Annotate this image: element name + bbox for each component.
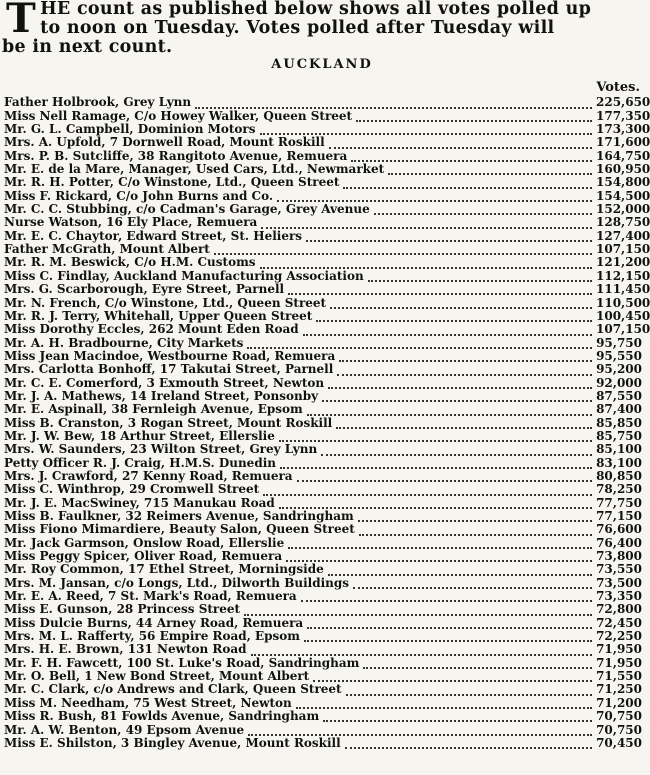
dot-leader — [307, 623, 592, 629]
vote-count: 71,200 — [596, 695, 642, 710]
list-item — [4, 496, 642, 509]
dot-leader — [323, 716, 592, 722]
vote-count: 71,250 — [596, 682, 642, 697]
vote-count: 173,300 — [596, 122, 650, 137]
entrant-name: Miss Fiono Mimardiere, Beauty Salon, Queen Street — [4, 522, 355, 537]
entrant-name: Mrs. P. B. Sutcliffe, 38 Rangitoto Avenue, Remuera — [4, 148, 348, 163]
entrant-name: Miss Jean Macindoe, Westbourne Road, Remuera — [4, 348, 336, 363]
dot-leader — [248, 730, 592, 736]
dot-leader — [363, 663, 592, 669]
list-item — [4, 242, 650, 257]
dot-leader — [195, 103, 592, 109]
dot-leader — [301, 596, 592, 602]
dot-leader — [244, 610, 592, 616]
vote-count: 128,750 — [596, 215, 650, 230]
dot-leader — [260, 263, 592, 269]
vote-count: 77,150 — [596, 509, 642, 523]
entrant-name: Miss B. Cranston, 3 Rogan Street, Mount Roskill — [4, 415, 333, 430]
entrant-name: Mrs. H. E. Brown, 131 Newton Road — [4, 642, 247, 657]
vote-count: 127,400 — [596, 228, 650, 243]
entrant-name: Miss C. Findlay, Auckland Manufacturing Association — [4, 268, 364, 283]
vote-count: 80,850 — [596, 468, 642, 483]
vote-count: 78,250 — [596, 482, 642, 497]
dot-leader — [279, 436, 592, 442]
list-item — [4, 523, 642, 536]
dot-leader — [374, 209, 592, 215]
vote-count: 154,800 — [596, 175, 650, 190]
dot-leader — [343, 183, 592, 189]
list-item — [4, 215, 650, 230]
entrant-name: Mrs. Carlotta Bonhoff, 17 Takutai Street, Parnell — [4, 362, 334, 377]
entrant-name: Mrs. M. L. Rafferty, 56 Empire Road, Epsom — [4, 629, 300, 644]
entrant-name: Mr. Roy Common, 17 Ethel Street, Morningside — [4, 562, 324, 577]
vote-count: 112,150 — [596, 268, 650, 283]
vote-count: 107,150 — [596, 322, 650, 337]
entrant-name: Mrs. A. Upfold, 7 Dornwell Road, Mount Roskill — [4, 135, 325, 150]
entrant-name: Mr. E. Aspinall, 38 Fernleigh Avenue, Epsom — [4, 402, 303, 417]
vote-count: 71,550 — [596, 669, 642, 684]
list-item — [4, 390, 642, 403]
entrant-name: Miss F. Rickard, C/o John Burns and Co. — [4, 188, 274, 203]
vote-count: 85,100 — [596, 442, 642, 457]
vote-count: 70,450 — [596, 735, 642, 750]
vote-count: 83,100 — [596, 455, 642, 470]
vote-count: 87,400 — [596, 402, 642, 417]
vote-count: 164,750 — [596, 148, 650, 163]
dot-leader — [329, 143, 592, 149]
vote-count: 76,400 — [596, 535, 642, 550]
list-item — [4, 295, 650, 310]
vote-count: 72,250 — [596, 629, 642, 644]
list-item — [4, 510, 642, 523]
entrant-name: Mrs. W. Saunders, 23 Wilton Street, Grey Lynn — [4, 442, 318, 457]
dot-leader — [297, 476, 592, 482]
dot-leader — [214, 249, 592, 255]
list-item — [4, 643, 642, 656]
dot-leader — [321, 450, 592, 456]
entrant-name: Mr. E. C. Chaytor, Edward Street, St. Heliers — [4, 228, 303, 243]
list-item — [4, 430, 642, 443]
list-item — [4, 590, 642, 603]
entrant-name: Mr. C. Clark, c/o Andrews and Clark, Queen Street — [4, 682, 342, 697]
vote-count: 111,450 — [596, 282, 650, 297]
vote-count: 152,000 — [596, 202, 650, 217]
dot-leader — [345, 743, 592, 749]
entrant-name: Petty Officer R. J. Craig, H.M.S. Dunedin — [4, 455, 276, 470]
entrant-name: Mr. E. A. Reed, 7 St. Mark's Road, Remuera — [4, 589, 297, 604]
list-item — [4, 616, 642, 629]
dot-leader — [313, 676, 592, 682]
list-item — [4, 336, 642, 349]
list-item — [4, 175, 650, 190]
dot-leader — [328, 383, 592, 389]
list-item — [4, 656, 642, 669]
list-item — [4, 443, 642, 456]
entrant-name: Miss Nell Ramage, C/o Howey Walker, Queen Street — [4, 108, 353, 123]
list-item — [4, 363, 642, 376]
dot-leader — [251, 650, 592, 656]
list-item — [4, 162, 650, 177]
dot-leader — [368, 276, 592, 282]
entrant-name: Mr. R. J. Terry, Whitehall, Upper Queen Street — [4, 308, 313, 323]
vote-count: 73,550 — [596, 562, 642, 577]
vote-count: 100,450 — [596, 308, 650, 323]
entrant-name: Mr. R. M. Beswick, C/o H.M. Customs — [4, 255, 256, 270]
list-item — [4, 376, 642, 389]
vote-count: 121,200 — [596, 255, 650, 270]
list-item — [4, 563, 642, 576]
entrant-name: Mr. A. W. Benton, 49 Epsom Avenue — [4, 722, 245, 737]
vote-count: 154,500 — [596, 188, 650, 203]
list-item — [4, 403, 642, 416]
dot-leader — [304, 636, 592, 642]
vote-count: 77,750 — [596, 495, 642, 510]
list-item — [4, 456, 642, 469]
list-item — [4, 470, 642, 483]
section-heading: AUCKLAND — [271, 57, 373, 72]
dot-leader — [351, 156, 592, 162]
list-item — [4, 268, 650, 283]
dot-leader — [336, 423, 592, 429]
dot-leader — [280, 463, 592, 469]
list-item — [4, 308, 650, 323]
list-item — [4, 710, 642, 723]
list-item — [4, 95, 650, 110]
list-item — [4, 683, 642, 696]
vote-count: 71,950 — [596, 642, 642, 657]
vote-count: 92,000 — [596, 375, 642, 390]
dot-leader — [346, 690, 592, 696]
entrant-name: Miss Dorothy Eccles, 262 Mount Eden Road — [4, 322, 299, 337]
vote-count: 72,800 — [596, 602, 642, 617]
notice-line-2: to noon on Tuesday. Votes polled after Tuesday will — [40, 18, 555, 38]
dot-leader — [303, 330, 592, 336]
list-item — [4, 670, 642, 683]
entrant-name: Mr. R. H. Potter, C/o Winstone, Ltd., Queen Street — [4, 175, 340, 190]
entrant-name: Mr. E. de la Mare, Manager, Used Cars, Ltd., Newmarket — [4, 162, 385, 177]
dot-leader — [356, 116, 592, 122]
list-item — [4, 416, 642, 429]
entrant-name: Miss E. Shilston, 3 Bingley Avenue, Mount Roskill — [4, 735, 341, 750]
vote-count: 171,600 — [596, 135, 650, 150]
entrant-name: Mr. C. E. Comerford, 3 Exmouth Street, Newton — [4, 375, 325, 390]
entrant-name: Mrs. J. Crawford, 27 Kenny Road, Remuera — [4, 468, 293, 483]
vote-count: 85,750 — [596, 428, 642, 443]
dot-leader — [337, 370, 592, 376]
dot-leader — [288, 543, 592, 549]
list-item — [4, 696, 642, 709]
list-item — [4, 630, 642, 643]
entrant-name: Mr. J. E. MacSwiney, 715 Manukau Road — [4, 495, 275, 510]
entrant-name: Mrs. M. Jansan, c/o Longs, Ltd., Dilworth Buildings — [4, 575, 350, 590]
list-item — [4, 148, 650, 163]
entrant-name: Mr. N. French, C/o Winstone, Ltd., Queen Street — [4, 295, 327, 310]
vote-count: 110,500 — [596, 295, 650, 310]
dot-leader — [353, 583, 592, 589]
dot-leader — [277, 196, 592, 202]
vote-count: 225,650 — [596, 95, 650, 110]
vote-list — [4, 95, 650, 750]
entrant-name: Miss C. Winthrop, 29 Cromwell Street — [4, 482, 260, 497]
entrant-name: Mr. G. L. Campbell, Dominion Motors — [4, 122, 256, 137]
drop-cap: T — [6, 0, 37, 42]
entrant-name: Miss R. Bush, 81 Fowlds Avenue, Sandringham — [4, 709, 320, 724]
list-item — [4, 737, 642, 750]
entrant-name: Miss Dulcie Burns, 44 Arney Road, Remuera — [4, 615, 304, 630]
dot-leader — [261, 223, 592, 229]
notice-line-1: HE count as published below shows all votes polled up — [40, 0, 592, 19]
dot-leader — [288, 289, 592, 295]
vote-count: 73,800 — [596, 549, 642, 564]
list-item — [4, 255, 650, 270]
list-item — [4, 188, 650, 203]
list-item — [4, 135, 650, 150]
entrant-name: Father McGrath, Mount Albert — [4, 242, 210, 257]
entrant-name: Mr. F. H. Fawcett, 100 St. Luke's Road, Sandringham — [4, 655, 360, 670]
list-item — [4, 550, 642, 563]
entrant-name: Miss E. Gunson, 28 Princess Street — [4, 602, 241, 617]
vote-count: 95,750 — [596, 335, 642, 350]
vote-count: 95,200 — [596, 362, 642, 377]
entrant-name: Mr. J. W. Bew, 18 Arthur Street, Ellerslie — [4, 428, 275, 443]
list-item — [4, 603, 642, 616]
dot-leader — [306, 236, 592, 242]
dot-leader — [388, 169, 592, 175]
list-item — [4, 282, 650, 297]
vote-count: 177,350 — [596, 108, 650, 123]
vote-count: 160,950 — [596, 162, 650, 177]
vote-count: 70,750 — [596, 709, 642, 724]
list-item — [4, 322, 650, 337]
dot-leader — [339, 356, 592, 362]
entrant-name: Mr. C. C. Stubbing, c/o Cadman's Garage, Grey Avenue — [4, 202, 370, 217]
notice-line-3: be in next count. — [2, 37, 173, 57]
list-item — [4, 723, 642, 736]
vote-count: 70,750 — [596, 722, 642, 737]
list-item — [4, 483, 642, 496]
entrant-name: Mrs. G. Scarborough, Eyre Street, Parnell — [4, 282, 285, 297]
vote-count: 107,150 — [596, 242, 650, 257]
dot-leader — [260, 129, 592, 135]
list-item — [4, 122, 650, 137]
list-item — [4, 350, 642, 363]
vote-count: 95,550 — [596, 348, 642, 363]
entrant-name: Mr. O. Bell, 1 New Bond Street, Mount Albert — [4, 669, 310, 684]
vote-count: 73,350 — [596, 589, 642, 604]
notice-paragraph — [2, 0, 638, 57]
list-item — [4, 536, 642, 549]
vote-count: 87,550 — [596, 388, 642, 403]
dot-leader — [322, 396, 592, 402]
dot-leader — [286, 556, 592, 562]
dot-leader — [296, 703, 592, 709]
dot-leader — [263, 490, 592, 496]
dot-leader — [359, 530, 592, 536]
list-item — [4, 202, 650, 217]
vote-count: 76,600 — [596, 522, 642, 537]
entrant-name: Miss Peggy Spicer, Oliver Road, Remuera — [4, 549, 283, 564]
vote-count: 73,500 — [596, 575, 642, 590]
dot-leader — [328, 570, 592, 576]
list-item — [4, 108, 650, 123]
vote-count: 85,850 — [596, 415, 642, 430]
vote-count: 72,450 — [596, 615, 642, 630]
list-item — [4, 228, 650, 243]
entrant-name: Mr. Jack Garmson, Onslow Road, Ellerslie — [4, 535, 285, 550]
entrant-name: Mr. A. H. Bradbourne, City Markets — [4, 335, 244, 350]
dot-leader — [330, 303, 592, 309]
entrant-name: Mr. J. A. Mathews, 14 Ireland Street, Ponsonby — [4, 388, 319, 403]
dot-leader — [358, 516, 592, 522]
entrant-name: Miss M. Needham, 75 West Street, Newton — [4, 695, 292, 710]
entrant-name: Nurse Watson, 16 Ely Place, Remuera — [4, 215, 258, 230]
dot-leader — [279, 503, 592, 509]
dot-leader — [247, 343, 592, 349]
dot-leader — [316, 316, 592, 322]
vote-count: 71,950 — [596, 655, 642, 670]
dot-leader — [307, 410, 592, 416]
entrant-name: Miss B. Faulkner, 32 Reimers Avenue, Sandringham — [4, 509, 354, 523]
entrant-name: Father Holbrook, Grey Lynn — [4, 95, 192, 110]
list-item — [4, 576, 642, 589]
votes-column-header: Votes. — [596, 80, 640, 95]
